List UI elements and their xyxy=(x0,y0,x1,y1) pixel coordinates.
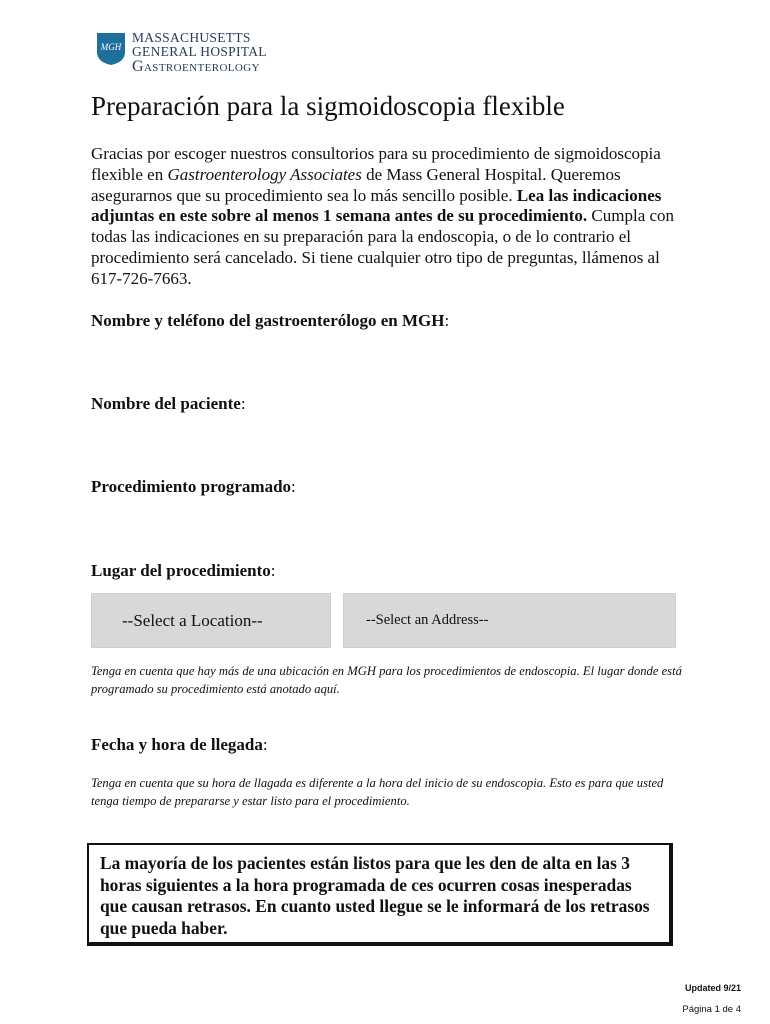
arrival-note: Tenga en cuenta que su hora de llagada es diferente a la hora del inicio de su endoscopia. Esto es para que usted tenga tiempo de prepararse y estar listo para el procedimiento. xyxy=(91,776,664,808)
location-select[interactable] xyxy=(91,593,331,648)
logo-department: Gastroenterology xyxy=(132,58,260,75)
discharge-alert-box: La mayoría de los pacientes están listos para que les den de alta en las 3 horas siguientes a la hora programada de ces ocurren cosas inesperadas que causan retrasos. En cuanto usted llegue se le informará de los retrasos que pueda haber. xyxy=(87,843,673,946)
page-number: Página 1 de 4 xyxy=(682,1004,741,1015)
mgh-logo xyxy=(96,30,296,78)
patient-label-text: Nombre del paciente xyxy=(91,394,241,413)
location-note: Tenga en cuenta que hay más de una ubicación en MGH para los procedimientos de endoscopia. El lugar donde está programado su procedimiento está anotado aquí. xyxy=(91,664,682,696)
gastro-label-text: Nombre y teléfono del gastroenterólogo en MGH xyxy=(91,311,445,330)
arrival-label: Fecha y hora de llegada: xyxy=(91,735,268,754)
svg-text:MGH: MGH xyxy=(100,42,122,52)
intro-text-2: de Mass General Hospital. Queremos asegurarnos que su procedimiento sea lo más sencillo posible. xyxy=(91,164,621,205)
location-label-text: Lugar del procedimiento xyxy=(91,561,271,580)
intro-text-1: Gracias por escoger nuestros consultorios para su procedimiento de sigmoidoscopia flexible en xyxy=(91,144,661,184)
patient-label: Nombre del paciente: xyxy=(91,394,246,413)
location-select-value: --Select a Location-- xyxy=(122,610,263,630)
logo-line-2: GENERAL HOSPITAL xyxy=(132,44,267,59)
procedure-label: Procedimiento programado: xyxy=(91,477,296,496)
intro-bold: Lea las indicaciones adjuntas en este sobre al menos 1 semana antes de su procedimiento. xyxy=(91,185,662,226)
location-label: Lugar del procedimiento: xyxy=(91,561,276,580)
procedure-label-text: Procedimiento programado xyxy=(91,477,292,496)
intro-italic: Gastroenterology Associates xyxy=(167,164,362,184)
arrival-label-text: Fecha y hora de llegada xyxy=(91,735,263,754)
address-select[interactable] xyxy=(343,593,676,648)
gastro-label: Nombre y teléfono del gastroenterólogo en MGH: xyxy=(91,311,450,330)
mgh-shield-icon xyxy=(96,32,126,66)
logo-line-1: MASSACHUSETTS xyxy=(132,30,251,45)
page-title: Preparación para la sigmoidoscopia flexible xyxy=(91,91,565,121)
address-select-value: --Select an Address-- xyxy=(366,612,489,628)
updated-date: Updated 9/21 xyxy=(684,983,741,993)
intro-paragraph xyxy=(91,144,681,290)
intro-text-3: Cumpla con todas las indicaciones en su preparación para la endoscopia, o de lo contrario el procedimiento será cancelado. Si tiene cualquier otro tipo de preguntas, llámenos al 617-726-7663. xyxy=(91,206,675,288)
